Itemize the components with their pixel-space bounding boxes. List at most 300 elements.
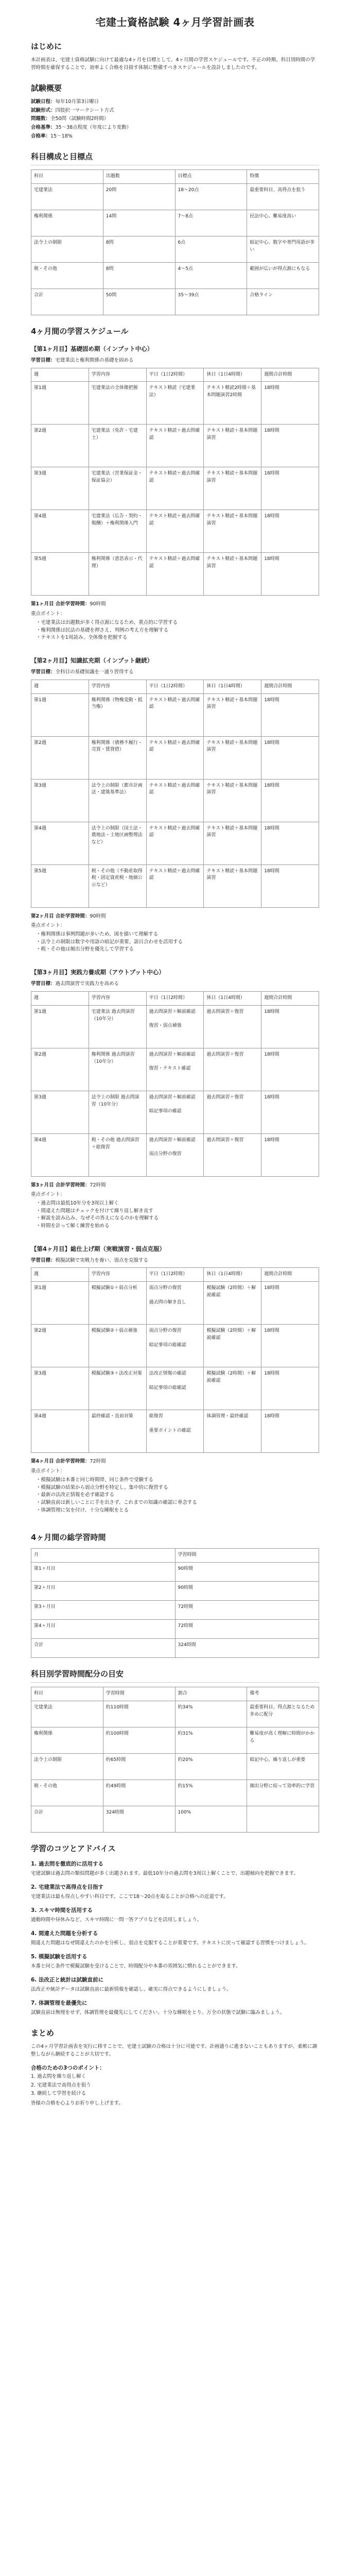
table-header-cell: 平日（1日2時間）: [146, 368, 204, 382]
month-points-title: 重点ポイント：: [31, 923, 65, 929]
table-cell: 90時間: [175, 1562, 319, 1581]
month-total-label: 第1ヶ月目 合計学習時間：: [31, 601, 90, 607]
table-cell: 過去問演習＋復習: [204, 1005, 261, 1048]
table-row: [31, 865, 319, 907]
table-row: [31, 1091, 319, 1133]
table-cell: 18時間: [261, 1048, 319, 1091]
table-header-cell: 週間合計時間: [261, 991, 319, 1005]
table-row: [31, 382, 319, 425]
overview-item: [31, 124, 319, 132]
month-total-value: 72時間: [90, 1182, 106, 1188]
table-cell: 過去問演習＋解説確認 暗記事項の確認: [146, 1091, 204, 1133]
table-cell: 72時間: [175, 1619, 319, 1638]
overview-item: [31, 133, 319, 141]
table-cell: 18時間: [261, 865, 319, 907]
schedule-months: [31, 345, 319, 1521]
month-total-value: 72時間: [90, 1459, 106, 1465]
tips-list: [31, 1860, 319, 2017]
table-header-cell: 週間合計時間: [261, 1268, 319, 1282]
table-cell: 範囲が広いが得点源にもなる: [247, 262, 319, 289]
summary-point: 3. 継続して学習を続ける: [31, 2091, 86, 2097]
overview-value: 毎年10月第3日曜日: [55, 98, 99, 105]
table-row: [31, 183, 319, 210]
table-cell: 第1週: [31, 1282, 89, 1325]
month-focus: [31, 669, 319, 676]
table-cell: 50問: [103, 289, 175, 315]
month-focus-text: 模擬試験で実戦力を養い、弱点を克服する: [55, 1257, 149, 1263]
month-table: [31, 368, 319, 596]
table-cell: 第4週: [31, 822, 89, 865]
month-point: ・模擬試験の結果から弱点分野を特定し、集中的に復習する: [36, 1484, 168, 1490]
overview-item: [31, 107, 319, 115]
table-cell: 暗記中心、繰り返しが重要: [247, 1753, 319, 1780]
table-header-cell: 休日（1日4時間）: [204, 991, 261, 1005]
intro-text: 本計画表は、宅建士資格試験に向けて最適な4ヶ月を目標として、4ヶ月間の学習スケジュールです。不正の時期、科目別時間の学習時間を確保することで、効率よく合格を目指す体制に整備すべきスケジュールを設計しましたのです。: [31, 57, 316, 71]
month-focus-label: 学習目標：: [31, 357, 56, 363]
month-table: [31, 1267, 319, 1453]
tip-title: 5. 模擬試験を活用する: [31, 1953, 87, 1960]
table-header-cell: 平日（1日2時間）: [146, 680, 204, 693]
overview-value: 全50問（試験時間2時間）: [50, 116, 109, 122]
table-cell: 18時間: [261, 1325, 319, 1367]
table-cell: 第3ヶ月目: [31, 1600, 176, 1619]
table-cell: 模擬試験③＋法改正対策: [89, 1367, 146, 1410]
table-header-cell: 出題数: [103, 170, 175, 183]
tip-text: 宅建業法は最も得点しやすい科目です。ここで18〜20点を取ることが合格への近道です。: [31, 1894, 229, 1900]
month-focus: [31, 357, 319, 365]
table-row: [31, 1753, 319, 1780]
month-title: 【第3ヶ月目】実践力養成期（アウトプット中心）: [31, 969, 165, 976]
subjects-table: [31, 170, 319, 315]
table-cell: 約65時間: [103, 1753, 175, 1780]
table-cell: 法改正情報の確認 暗記事項の総確認: [146, 1367, 204, 1410]
table-header-cell: 週: [31, 680, 89, 693]
table-cell: 法令上の制限: [31, 236, 103, 262]
table-cell: 第5週: [31, 553, 89, 596]
summary-text: この4ヶ月学習計画表を実行に移すことで、宅建士試験の合格は十分に可能です。計画通りに進まないこともありますが、柔軟に調整しながら継続することが大切です。: [31, 2044, 318, 2057]
month-points-title: 重点ポイント：: [31, 1468, 65, 1475]
tip-title: 2. 宅建業法で高得点を目指す: [31, 1884, 103, 1890]
month-point: ・権利関係は民法の基礎を押さえ、判例の考え方を理解する: [36, 627, 169, 633]
table-header-cell: 学習内容: [89, 680, 146, 693]
month-total-value: 90時間: [90, 601, 106, 607]
table-cell: 模擬試験①＋弱点分析: [89, 1282, 146, 1325]
table-header-cell: 週間合計時間: [261, 368, 319, 382]
table-cell: 72時間: [175, 1600, 319, 1619]
table-cell: テキスト精読＋過去問確認: [146, 425, 204, 467]
table-header-cell: 科目: [31, 1687, 103, 1701]
table-cell: 過去問演習＋解説確認 復習・弱点補強: [146, 1005, 204, 1048]
table-cell: テキスト精読＋基本問題演習: [204, 425, 261, 467]
table-header-cell: 休日（1日4時間）: [204, 680, 261, 693]
table-header-cell: 割合: [175, 1687, 247, 1701]
month-point: ・体調管理に気を付け、十分な睡眠をとる: [36, 1507, 129, 1513]
table-row: [31, 1367, 319, 1410]
table-row: [31, 736, 319, 779]
table-cell: テキスト精読＋基本問題演習: [204, 510, 261, 553]
table-row: [31, 1806, 319, 1832]
month-focus: [31, 1257, 319, 1265]
table-cell: 過去問演習＋復習: [204, 1133, 261, 1176]
table-cell: テキスト精読＋基本問題演習: [204, 553, 261, 596]
month-title: 【第2ヶ月目】知識拡充期（インプット継続）: [31, 657, 153, 665]
tip-text: 間違えた問題はなぜ間違えたのかを分析し、弱点を克服することが重要です。テキストに戻って確認する習慣をつけましょう。: [31, 1940, 309, 1946]
table-header-cell: 休日（1日4時間）: [204, 368, 261, 382]
table-cell: 宅建業法（免許・宅建士）: [89, 425, 146, 467]
table-cell: 第3週: [31, 467, 89, 510]
tip-text: 宅建試験は過去問の類似問題が多く出題されます。最低10年分の過去問を3周以上解くことで、出題傾向を把握できます。: [31, 1871, 299, 1877]
table-cell: [247, 1806, 319, 1832]
month-point: ・間違えた問題はチェックを付けて繰り返し解き直す: [36, 1208, 153, 1214]
month-focus-label: 学習目標：: [31, 980, 56, 987]
table-cell: 権利関係 過去問演習（10年分）: [89, 1048, 146, 1091]
table-row: [31, 236, 319, 262]
table-cell: 35〜39点: [175, 289, 247, 315]
table-header-cell: 学習時間: [175, 1548, 319, 1562]
table-header-row: [31, 1548, 319, 1562]
overview-heading: 試験概要: [31, 83, 62, 93]
table-cell: 合計: [31, 1638, 176, 1657]
table-cell: 8問: [103, 262, 175, 289]
table-cell: 第3週: [31, 1091, 89, 1133]
table-cell: 過去問演習＋解説確認 弱点分野の復習: [146, 1133, 204, 1176]
summary-closing: 皆様の合格を心よりお祈り申し上げます。: [31, 2100, 124, 2106]
month-total-label: 第2ヶ月目 合計学習時間：: [31, 913, 90, 919]
table-cell: テキスト精読＋基本問題演習: [204, 822, 261, 865]
table-header-cell: 学習内容: [89, 991, 146, 1005]
table-cell: 模擬試験②＋弱点補強: [89, 1325, 146, 1367]
summary-points: [31, 2073, 319, 2098]
table-cell: 第5週: [31, 865, 89, 907]
month-point: ・時間を計って解く練習を始める: [36, 1223, 110, 1229]
month-point: ・税・その他は頻出分野を優先して学習する: [36, 946, 134, 953]
table-cell: 過去問演習＋復習: [204, 1091, 261, 1133]
summary-point: 1. 過去問を繰り返し解く: [31, 2073, 86, 2079]
table-cell: 税・その他: [31, 262, 103, 289]
table-cell: 法令上の制限: [31, 1753, 103, 1780]
table-cell: 総復習 重要ポイントの確認: [146, 1410, 204, 1453]
table-cell: 第2週: [31, 1048, 89, 1091]
month-points-title: 重点ポイント：: [31, 1192, 65, 1198]
table-row: [31, 510, 319, 553]
table-row: [31, 1619, 319, 1638]
table-row: [31, 210, 319, 236]
table-cell: 最重要科目、高得点を狙う: [247, 183, 319, 210]
table-cell: 暗記中心、数字や専門用語が多い: [247, 236, 319, 262]
table-cell: 18時間: [261, 1410, 319, 1453]
table-cell: 約110時間: [103, 1701, 175, 1727]
month-point: ・最新の法改正情報を必ず確認する: [36, 1492, 115, 1498]
table-row: [31, 1780, 319, 1806]
table-header-cell: 学習時間: [103, 1687, 175, 1701]
table-cell: テキスト精読＋過去問確認: [146, 553, 204, 596]
table-cell: 18時間: [261, 553, 319, 596]
table-row: [31, 1410, 319, 1453]
table-row: [31, 822, 319, 865]
table-row: [31, 1133, 319, 1176]
table-cell: 体調管理・最終確認: [204, 1410, 261, 1453]
table-cell: 18時間: [261, 467, 319, 510]
table-cell: 過去問演習＋解説確認 復習・テキスト確認: [146, 1048, 204, 1091]
table-row: [31, 1701, 319, 1727]
table-cell: 約100時間: [103, 1727, 175, 1753]
table-cell: 100%: [175, 1806, 247, 1832]
table-row: [31, 779, 319, 822]
table-cell: 18時間: [261, 1091, 319, 1133]
month-total: [31, 1182, 319, 1190]
table-header-row: [31, 1268, 319, 1282]
overview-key: 試験日程：: [31, 98, 56, 105]
overview-key: 合格基準：: [31, 125, 56, 131]
table-header-cell: 学習内容: [89, 368, 146, 382]
month-point: ・権利関係は事例問題が多いため、図を描いて理解する: [36, 931, 159, 937]
tip-text: 法改正や統計データは試験直前に最新情報を確認し、確実に得点できるようにしましょう。: [31, 1987, 232, 1993]
table-row: [31, 693, 319, 736]
table-header-row: [31, 991, 319, 1005]
table-cell: 宅建業法 過去問演習（10年分）: [89, 1005, 146, 1048]
table-cell: 7〜8点: [175, 210, 247, 236]
table-row: [31, 1325, 319, 1367]
table-header-cell: 週: [31, 1268, 89, 1282]
summary-list-title: 合格のための3つのポイント：: [31, 2064, 105, 2071]
table-cell: 権利関係: [31, 1727, 103, 1753]
allocation-table: [31, 1687, 319, 1833]
overview-value: 35〜38点程度（年度により変動）: [55, 125, 132, 131]
table-cell: 宅建業法の全体像把握: [89, 382, 146, 425]
tip-title: 3. スキマ時間を活用する: [31, 1907, 93, 1913]
table-cell: 最重要科目、得点源となるため多めに配分: [247, 1701, 319, 1727]
table-cell: 過去問演習＋復習: [204, 1048, 261, 1091]
schedule-heading: 4ヶ月間の学習スケジュール: [31, 326, 129, 336]
table-header-cell: 学習内容: [89, 1268, 146, 1282]
tip-title: 6. 法改正と統計は試験直前に: [31, 1976, 103, 1983]
table-cell: 約31%: [175, 1727, 247, 1753]
table-header-cell: 月: [31, 1548, 176, 1562]
table-cell: 宅建業法: [31, 183, 103, 210]
month-point: ・宅建業法は出題数が多く得点源になるため、重点的に学習する: [36, 619, 178, 625]
table-cell: 18時間: [261, 693, 319, 736]
month-point: ・過去問は最低10年分を3周以上解く: [36, 1200, 119, 1206]
table-cell: 18時間: [261, 1005, 319, 1048]
overview-list: [31, 98, 319, 141]
table-cell: テキスト精読＋過去問確認: [146, 467, 204, 510]
table-header-row: [31, 680, 319, 693]
table-row: [31, 467, 319, 510]
table-cell: 第2週: [31, 1325, 89, 1367]
month-point: ・試験直前は新しいことに手を出さず、これまでの知識の確認に専念する: [36, 1499, 197, 1505]
month-total: [31, 601, 319, 608]
table-cell: 民法中心、難易度高い: [247, 210, 319, 236]
table-cell: テキスト精読＋過去問確認: [146, 779, 204, 822]
subjects-heading: 科目構成と目標点: [31, 151, 319, 165]
table-cell: 18時間: [261, 736, 319, 779]
overview-key: 問題数：: [31, 116, 51, 122]
intro-heading: はじめに: [31, 42, 62, 51]
month-point: ・模擬試験は本番と同じ時間帯、同じ条件で受験する: [36, 1477, 154, 1483]
table-cell: 6点: [175, 236, 247, 262]
table-cell: 8問: [103, 236, 175, 262]
table-cell: 第1週: [31, 382, 89, 425]
table-cell: 324時間: [175, 1638, 319, 1657]
table-cell: 4〜5点: [175, 262, 247, 289]
table-cell: テキスト精読＋基本問題演習: [204, 865, 261, 907]
month-table: [31, 680, 319, 908]
total-hours-heading: 4ヶ月間の総学習時間: [31, 1533, 106, 1543]
table-cell: 法令上の制限（都市計画法・建築基準法）: [89, 779, 146, 822]
table-cell: テキスト精読＋過去問確認: [146, 510, 204, 553]
table-cell: 弱点分野の復習 過去問の解き直し: [146, 1282, 204, 1325]
month-block: [31, 1245, 319, 1522]
table-cell: 合計: [31, 1806, 103, 1832]
table-row: [31, 553, 319, 596]
table-header-cell: 備考: [247, 1687, 319, 1701]
month-point: ・解説を読み込み、なぜその答えになるのかを理解する: [36, 1215, 159, 1222]
table-cell: 約49時間: [103, 1780, 175, 1806]
month-total-label: 第4ヶ月目 合計学習時間：: [31, 1459, 90, 1465]
overview-value: 四肢択一マークシート方式: [55, 107, 114, 113]
summary-point: 2. 宅建業法で高得点を狙う: [31, 2082, 91, 2088]
month-focus-text: 全科目の基礎知識を一通り習得する: [55, 669, 134, 675]
table-cell: テキスト精読＋過去問確認: [146, 736, 204, 779]
table-cell: 権利関係（債務不履行・売買・賃貸借）: [89, 736, 146, 779]
table-cell: テキスト精読＋基本問題演習: [204, 779, 261, 822]
table-row: [31, 289, 319, 315]
month-block: [31, 656, 319, 961]
table-cell: 宅建業法（営業保証金・保証協会）: [89, 467, 146, 510]
month-focus-text: 宅建業法と権利関係の基礎を固める: [55, 357, 134, 363]
month-total: [31, 913, 319, 921]
table-cell: 第3週: [31, 1367, 89, 1410]
table-cell: 頻出分野に絞って効率的に学習: [247, 1780, 319, 1806]
table-cell: テキスト精読＋過去問確認: [146, 822, 204, 865]
table-cell: テキスト精読＋過去問確認: [146, 865, 204, 907]
table-cell: テキスト精読（宅建業法）: [146, 382, 204, 425]
table-cell: 権利関係（物権変動・抵当権）: [89, 693, 146, 736]
table-cell: 18時間: [261, 1367, 319, 1410]
month-focus-text: 過去問演習で実践力を高める: [55, 980, 119, 987]
table-row: [31, 1005, 319, 1048]
table-cell: テキスト精読＋基本問題演習: [204, 736, 261, 779]
table-cell: 税・その他: [31, 1780, 103, 1806]
month-focus-label: 学習目標：: [31, 1257, 56, 1263]
table-header-cell: 週間合計時間: [261, 680, 319, 693]
table-row: [31, 1581, 319, 1600]
overview-item: [31, 115, 319, 123]
table-row: [31, 262, 319, 289]
month-block: [31, 968, 319, 1238]
table-cell: 宅建業法（広告・契約・報酬）＋権利関係入門: [89, 510, 146, 553]
table-cell: 第2ヶ月目: [31, 1581, 176, 1600]
table-cell: テキスト精読＋基本問題演習: [204, 693, 261, 736]
tip-text: 本番と同じ条件で模擬試験を受けることで、時間配分や本番の雰囲気に慣れることができます。: [31, 1963, 241, 1970]
table-cell: 宅建業法: [31, 1701, 103, 1727]
month-block: [31, 345, 319, 649]
tip-title: 1. 過去問を徹底的に活用する: [31, 1861, 103, 1867]
table-cell: 模擬試験（2時間）＋解説確認: [204, 1325, 261, 1367]
table-cell: テキスト精読＋過去問確認: [146, 693, 204, 736]
table-cell: 第4週: [31, 510, 89, 553]
total-hours-table: [31, 1548, 319, 1658]
table-header-cell: 週: [31, 991, 89, 1005]
table-cell: 税・その他 過去問演習＋総復習: [89, 1133, 146, 1176]
overview-key: 試験形式：: [31, 107, 56, 113]
month-total-value: 90時間: [90, 913, 106, 919]
table-cell: 18時間: [261, 822, 319, 865]
table-cell: 14問: [103, 210, 175, 236]
table-cell: 模擬試験（2時間）＋解説確認: [204, 1282, 261, 1325]
table-row: [31, 425, 319, 467]
table-cell: 第1週: [31, 1005, 89, 1048]
table-row: [31, 1638, 319, 1657]
table-header-cell: 週: [31, 368, 89, 382]
table-cell: 難易度が高く理解に時間がかかる: [247, 1727, 319, 1753]
table-cell: 18時間: [261, 1133, 319, 1176]
table-cell: 権利関係: [31, 210, 103, 236]
table-row: [31, 1600, 319, 1619]
month-point: ・法令上の制限は数字や用語の暗記が重要、語呂合わせを活用する: [36, 939, 183, 945]
table-header-cell: 休日（1日4時間）: [204, 1268, 261, 1282]
month-point: ・テキストを1周読み、全体像を把握する: [36, 635, 128, 641]
table-row: [31, 1048, 319, 1091]
table-header-cell: 平日（1日2時間）: [146, 1268, 204, 1282]
table-cell: 約34%: [175, 1701, 247, 1727]
table-cell: 弱点分野の復習 暗記事項の総確認: [146, 1325, 204, 1367]
table-cell: 模擬試験（2時間）＋解説確認: [204, 1367, 261, 1410]
table-cell: 第4ヶ月目: [31, 1619, 176, 1638]
tips-heading: 学習のコツとアドバイス: [31, 1843, 116, 1853]
table-header-cell: 特徴: [247, 170, 319, 183]
overview-key: 合格率：: [31, 133, 51, 139]
allocation-heading: 科目別学習時間配分の目安: [31, 1668, 319, 1683]
table-cell: テキスト精読＋基本問題演習: [204, 467, 261, 510]
month-total-label: 第3ヶ月目 合計学習時間：: [31, 1182, 90, 1188]
tip-title: 4. 間違えた問題を分析する: [31, 1930, 98, 1937]
table-cell: 法令上の制限（国土法・農地法・土地区画整理法など）: [89, 822, 146, 865]
table-cell: 第1ヶ月目: [31, 1562, 176, 1581]
overview-value: 15〜18%: [50, 133, 73, 139]
month-total: [31, 1458, 319, 1466]
study-plan-document: [31, 0, 319, 2122]
summary-heading: まとめ: [31, 2028, 55, 2038]
table-cell: 約15%: [175, 1780, 247, 1806]
table-cell: 18時間: [261, 425, 319, 467]
month-table: [31, 991, 319, 1177]
table-cell: 第3週: [31, 779, 89, 822]
table-cell: 第2週: [31, 736, 89, 779]
table-cell: 324時間: [103, 1806, 175, 1832]
table-cell: 第4週: [31, 1410, 89, 1453]
table-row: [31, 1282, 319, 1325]
table-cell: 18時間: [261, 510, 319, 553]
table-header-cell: 目標点: [175, 170, 247, 183]
table-cell: 18時間: [261, 382, 319, 425]
table-cell: テキスト精読2時間＋基本問題演習2時間: [204, 382, 261, 425]
month-title: 【第4ヶ月目】総仕上げ期（実戦演習・弱点克服）: [31, 1245, 165, 1252]
table-row: [31, 1727, 319, 1753]
table-cell: 第2週: [31, 425, 89, 467]
tip-text: 通勤時間や昼休みなど、スキマ時間に一問一答アプリなどを活用しましょう。: [31, 1917, 202, 1923]
page-title: 宅建士資格試験 4ヶ月学習計画表: [95, 16, 255, 28]
table-cell: 第1週: [31, 693, 89, 736]
table-cell: 18時間: [261, 1282, 319, 1325]
table-cell: 第4週: [31, 1133, 89, 1176]
table-header-cell: 平日（1日2時間）: [146, 991, 204, 1005]
table-cell: 合計: [31, 289, 103, 315]
table-cell: 20問: [103, 183, 175, 210]
table-cell: 合格ライン: [247, 289, 319, 315]
table-header-cell: 科目: [31, 170, 103, 183]
tip-text: 試験直前は無理をせず、体調管理を最優先にしてください。十分な睡眠をとり、万全の状態で試験に臨みましょう。: [31, 2010, 285, 2016]
